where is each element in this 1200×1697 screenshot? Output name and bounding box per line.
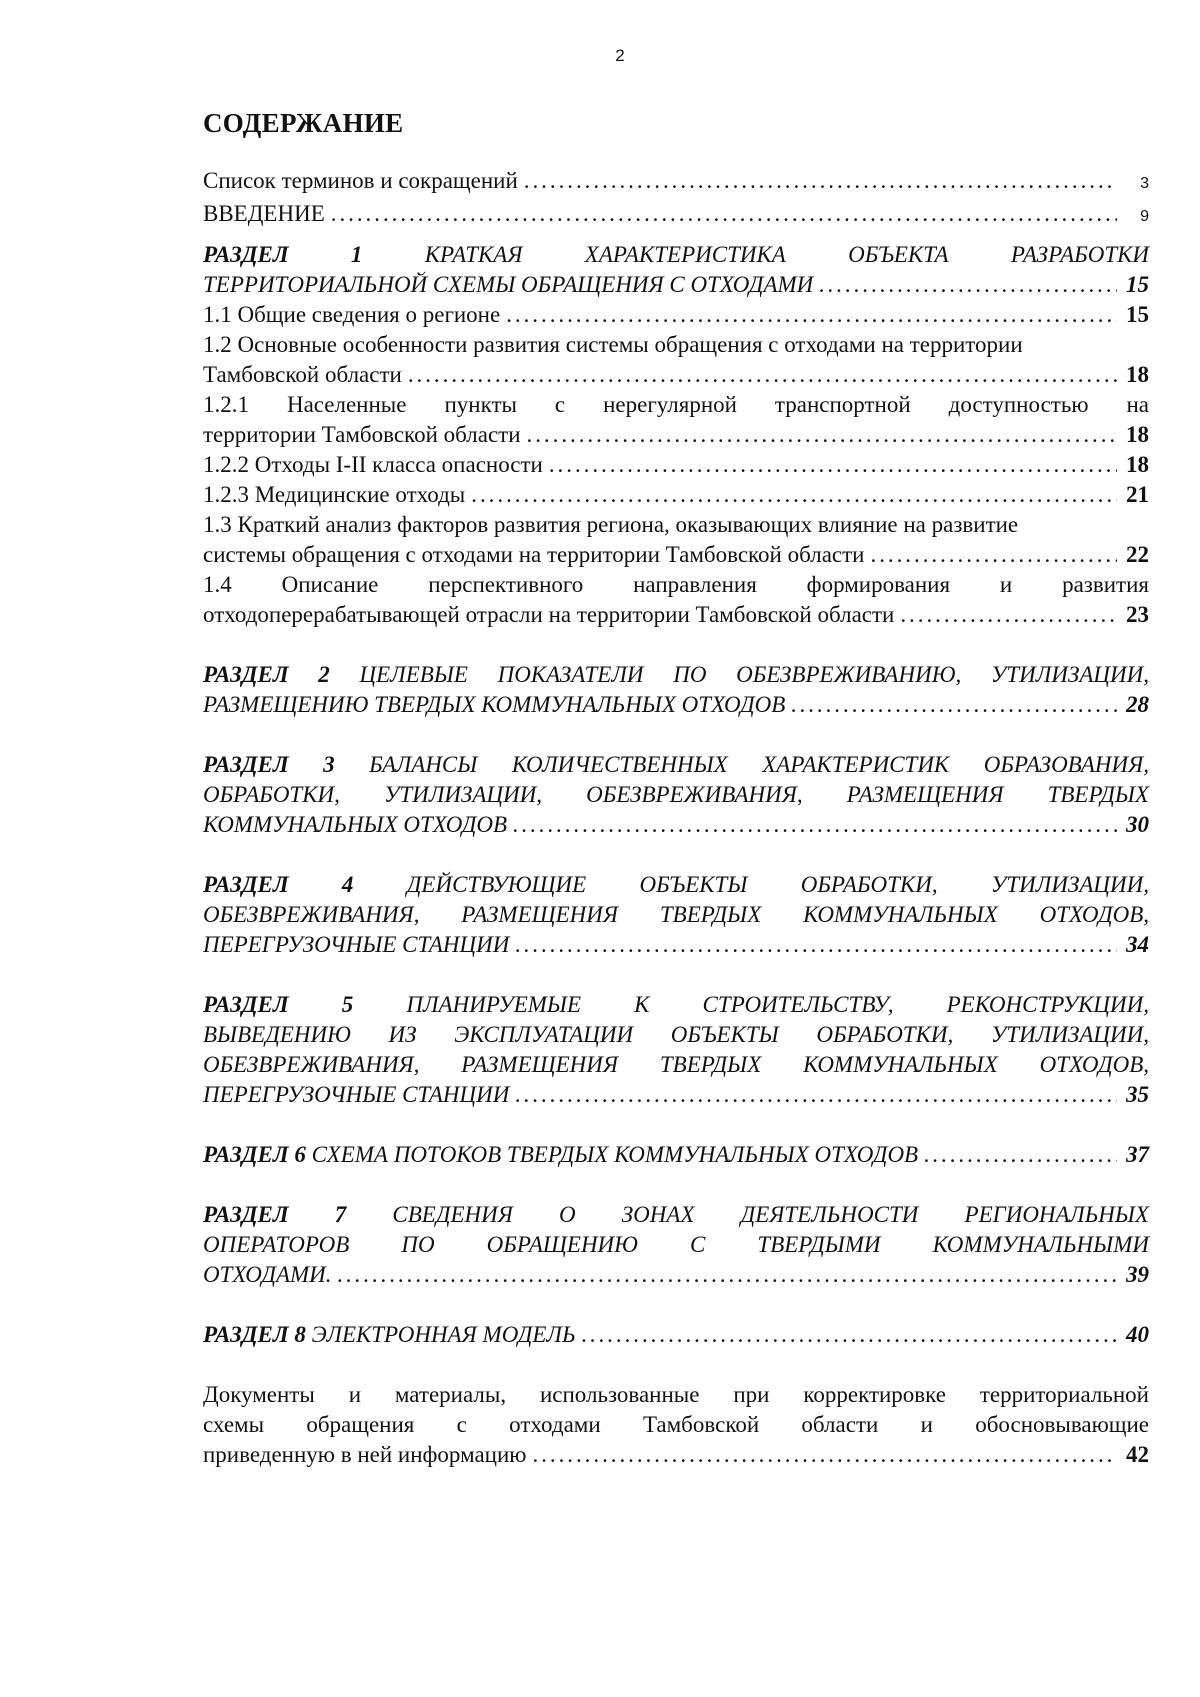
toc-entry-line <box>203 240 1149 270</box>
toc-entry-text: Тамбовской области <box>203 362 402 387</box>
page-ref: 22 <box>1126 542 1149 567</box>
toc-entry-text: ТЕРРИТОРИАЛЬНОЙ СХЕМЫ ОБРАЩЕНИЯ С ОТХОДАМИ <box>203 272 814 297</box>
toc-entry-last-line <box>203 1260 1149 1290</box>
toc-entry-text: ВВЕДЕНИЕ <box>203 201 325 226</box>
toc-entry <box>203 450 1149 480</box>
toc-entry-text: системы обращения с отходами на территории Тамбовской области <box>203 542 865 567</box>
dot-leader <box>524 166 1117 196</box>
toc-entry <box>203 660 1149 720</box>
toc-entry-text: ВЫВЕДЕНИЮ ИЗ ЭКСПЛУАТАЦИИ ОБЪЕКТЫ ОБРАБОТКИ, УТИЛИЗАЦИИ, <box>203 1022 1149 1047</box>
toc-entry <box>203 240 1149 300</box>
toc-entry-text: РАЗДЕЛ 1 КРАТКАЯ ХАРАКТЕРИСТИКА ОБЪЕКТА РАЗРАБОТКИ <box>203 242 1149 267</box>
toc-entry-line <box>203 1230 1149 1260</box>
page-ref: 35 <box>1126 1082 1149 1107</box>
page-ref: 3 <box>1140 175 1149 192</box>
toc-entry-text: 1.2.1 Населенные пункты с нерегулярной транспортной доступностью на <box>203 392 1149 417</box>
toc-entry-last-line <box>203 930 1149 960</box>
toc-entry-last-line <box>203 1080 1149 1110</box>
toc-entry <box>203 1140 1149 1170</box>
page-ref: 18 <box>1126 452 1149 477</box>
page-ref: 18 <box>1126 362 1149 387</box>
dot-leader <box>871 540 1118 570</box>
toc-entry <box>203 330 1149 390</box>
toc-entry-text: РАЗДЕЛ 4 ДЕЙСТВУЮЩИЕ ОБЪЕКТЫ ОБРАБОТКИ, УТИЛИЗАЦИИ, <box>203 872 1149 897</box>
toc-entry-line <box>203 570 1149 600</box>
toc-entry-text: ОБРАБОТКИ, УТИЛИЗАЦИИ, ОБЕЗВРЕЖИВАНИЯ, РАЗМЕЩЕНИЯ ТВЕРДЫХ <box>203 782 1149 807</box>
toc-entry-line <box>203 900 1149 930</box>
page-ref: 37 <box>1126 1142 1149 1167</box>
page-ref: 9 <box>1140 208 1149 225</box>
toc-entry <box>203 870 1149 960</box>
dot-leader <box>819 270 1117 300</box>
page-ref: 28 <box>1126 692 1149 717</box>
toc-entry-text: РАЗДЕЛ 8 ЭЛЕКТРОННАЯ МОДЕЛЬ <box>203 1322 576 1347</box>
toc-entry <box>203 570 1149 630</box>
table-of-contents <box>203 166 1149 1470</box>
toc-entry-text: КОММУНАЛЬНЫХ ОТХОДОВ <box>203 812 508 837</box>
toc-entry-text: ПЕРЕГРУЗОЧНЫЕ СТАНЦИИ <box>203 1082 510 1107</box>
toc-entry-last-line <box>203 600 1149 630</box>
dot-leader <box>527 420 1117 450</box>
toc-entry <box>203 750 1149 840</box>
toc-entry-text: ОПЕРАТОРОВ ПО ОБРАЩЕНИЮ С ТВЕРДЫМИ КОММУНАЛЬНЫМИ <box>203 1232 1149 1257</box>
page-ref: 18 <box>1126 422 1149 447</box>
toc-entry-last-line <box>203 1320 1149 1350</box>
toc-entry-text: 1.4 Описание перспективного направления формирования и развития <box>203 572 1149 597</box>
toc-entry-line <box>203 1200 1149 1230</box>
dot-leader <box>471 480 1117 510</box>
toc-entry <box>203 300 1149 330</box>
toc-entry <box>203 390 1149 450</box>
toc-entry-last-line <box>203 270 1149 300</box>
toc-entry-line <box>203 660 1149 690</box>
page-ref: 34 <box>1126 932 1149 957</box>
toc-entry-text: РАЗДЕЛ 2 ЦЕЛЕВЫЕ ПОКАЗАТЕЛИ ПО ОБЕЗВРЕЖИВАНИЮ, УТИЛИЗАЦИИ, <box>203 662 1149 687</box>
toc-entry-last-line <box>203 300 1149 330</box>
toc-entry <box>203 990 1149 1110</box>
toc-entry-text: 1.2.2 Отходы I-II класса опасности <box>203 452 543 477</box>
page-ref: 15 <box>1126 272 1149 297</box>
toc-entry <box>203 199 1149 232</box>
toc-entry-last-line <box>203 420 1149 450</box>
dot-leader <box>331 199 1117 229</box>
toc-entry-line <box>203 330 1149 360</box>
toc-entry-last-line <box>203 810 1149 840</box>
toc-entry-line <box>203 780 1149 810</box>
toc-entry-last-line <box>203 360 1149 390</box>
toc-entry-text: РАЗМЕЩЕНИЮ ТВЕРДЫХ КОММУНАЛЬНЫХ ОТХОДОВ <box>203 692 786 717</box>
toc-entry <box>203 510 1149 570</box>
page-number: 2 <box>615 46 625 65</box>
page-ref: 42 <box>1126 1442 1149 1467</box>
toc-entry-text: РАЗДЕЛ 6 СХЕМА ПОТОКОВ ТВЕРДЫХ КОММУНАЛЬНЫХ ОТХОДОВ <box>203 1142 919 1167</box>
dot-leader <box>515 1080 1117 1110</box>
toc-entry-last-line <box>203 540 1149 570</box>
dot-leader <box>338 1260 1117 1290</box>
dot-leader <box>513 810 1117 840</box>
dot-leader <box>532 1440 1117 1470</box>
toc-entry-line <box>203 510 1149 540</box>
toc-entry-last-line <box>203 199 1149 232</box>
dot-leader <box>924 1140 1117 1170</box>
toc-entry-text: РАЗДЕЛ 3 БАЛАНСЫ КОЛИЧЕСТВЕННЫХ ХАРАКТЕРИСТИК ОБРАЗОВАНИЯ, <box>203 752 1149 777</box>
toc-entry-text: Документы и материалы, использованные при корректировке территориальной <box>203 1382 1149 1407</box>
toc-entry-last-line <box>203 1440 1149 1470</box>
toc-entry-text: приведенную в ней информацию <box>203 1442 527 1467</box>
page-ref: 30 <box>1126 812 1149 837</box>
toc-entry-last-line <box>203 1140 1149 1170</box>
page-ref: 40 <box>1126 1322 1149 1347</box>
toc-entry-text: 1.3 Краткий анализ факторов развития региона, оказывающих влияние на развитие <box>203 512 1019 537</box>
toc-entry-line <box>203 870 1149 900</box>
toc-entry-last-line <box>203 480 1149 510</box>
toc-entry-text: 1.2.3 Медицинские отходы <box>203 482 466 507</box>
toc-entry <box>203 1200 1149 1290</box>
toc-entry-text: РАЗДЕЛ 5 ПЛАНИРУЕМЫЕ К СТРОИТЕЛЬСТВУ, РЕКОНСТРУКЦИИ, <box>203 992 1149 1017</box>
toc-entry <box>203 166 1149 199</box>
toc-entry-text: территории Тамбовской области <box>203 422 521 447</box>
toc-entry-line <box>203 750 1149 780</box>
toc-entry-line <box>203 1380 1149 1410</box>
toc-entry-line <box>203 1050 1149 1080</box>
toc-entry-text: ОТХОДАМИ. <box>203 1262 332 1287</box>
toc-entry <box>203 1380 1149 1470</box>
toc-entry-last-line <box>203 690 1149 720</box>
toc-entry <box>203 1320 1149 1350</box>
dot-leader <box>791 690 1117 720</box>
toc-entry-text: 1.1 Общие сведения о регионе <box>203 302 501 327</box>
toc-entry-line <box>203 1020 1149 1050</box>
page-ref: 39 <box>1126 1262 1149 1287</box>
dot-leader <box>582 1320 1117 1350</box>
page-ref: 15 <box>1126 302 1149 327</box>
dot-leader <box>408 360 1117 390</box>
page-ref: 21 <box>1126 482 1149 507</box>
page-ref: 23 <box>1126 602 1149 627</box>
toc-entry-last-line <box>203 166 1149 199</box>
toc-entry-text: Список терминов и сокращений <box>203 168 518 193</box>
page-title: СОДЕРЖАНИЕ <box>203 108 404 138</box>
dot-leader <box>549 450 1117 480</box>
toc-entry-line <box>203 390 1149 420</box>
toc-entry-text: ПЕРЕГРУЗОЧНЫЕ СТАНЦИИ <box>203 932 510 957</box>
toc-entry-line <box>203 990 1149 1020</box>
toc-entry <box>203 480 1149 510</box>
toc-entry-text: схемы обращения с отходами Тамбовской области и обосновывающие <box>203 1412 1149 1437</box>
dot-leader <box>506 300 1117 330</box>
toc-entry-text: отходоперерабатывающей отрасли на территории Тамбовской области <box>203 602 895 627</box>
toc-entry-text: РАЗДЕЛ 7 СВЕДЕНИЯ О ЗОНАХ ДЕЯТЕЛЬНОСТИ РЕГИОНАЛЬНЫХ <box>203 1202 1149 1227</box>
dot-leader <box>900 600 1117 630</box>
toc-entry-text: ОБЕЗВРЕЖИВАНИЯ, РАЗМЕЩЕНИЯ ТВЕРДЫХ КОММУНАЛЬНЫХ ОТХОДОВ, <box>203 902 1149 927</box>
toc-entry-last-line <box>203 450 1149 480</box>
dot-leader <box>515 930 1117 960</box>
toc-entry-text: 1.2 Основные особенности развития системы обращения с отходами на территории <box>203 332 1023 357</box>
toc-entry-line <box>203 1410 1149 1440</box>
toc-entry-text: ОБЕЗВРЕЖИВАНИЯ, РАЗМЕЩЕНИЯ ТВЕРДЫХ КОММУНАЛЬНЫХ ОТХОДОВ, <box>203 1052 1149 1077</box>
